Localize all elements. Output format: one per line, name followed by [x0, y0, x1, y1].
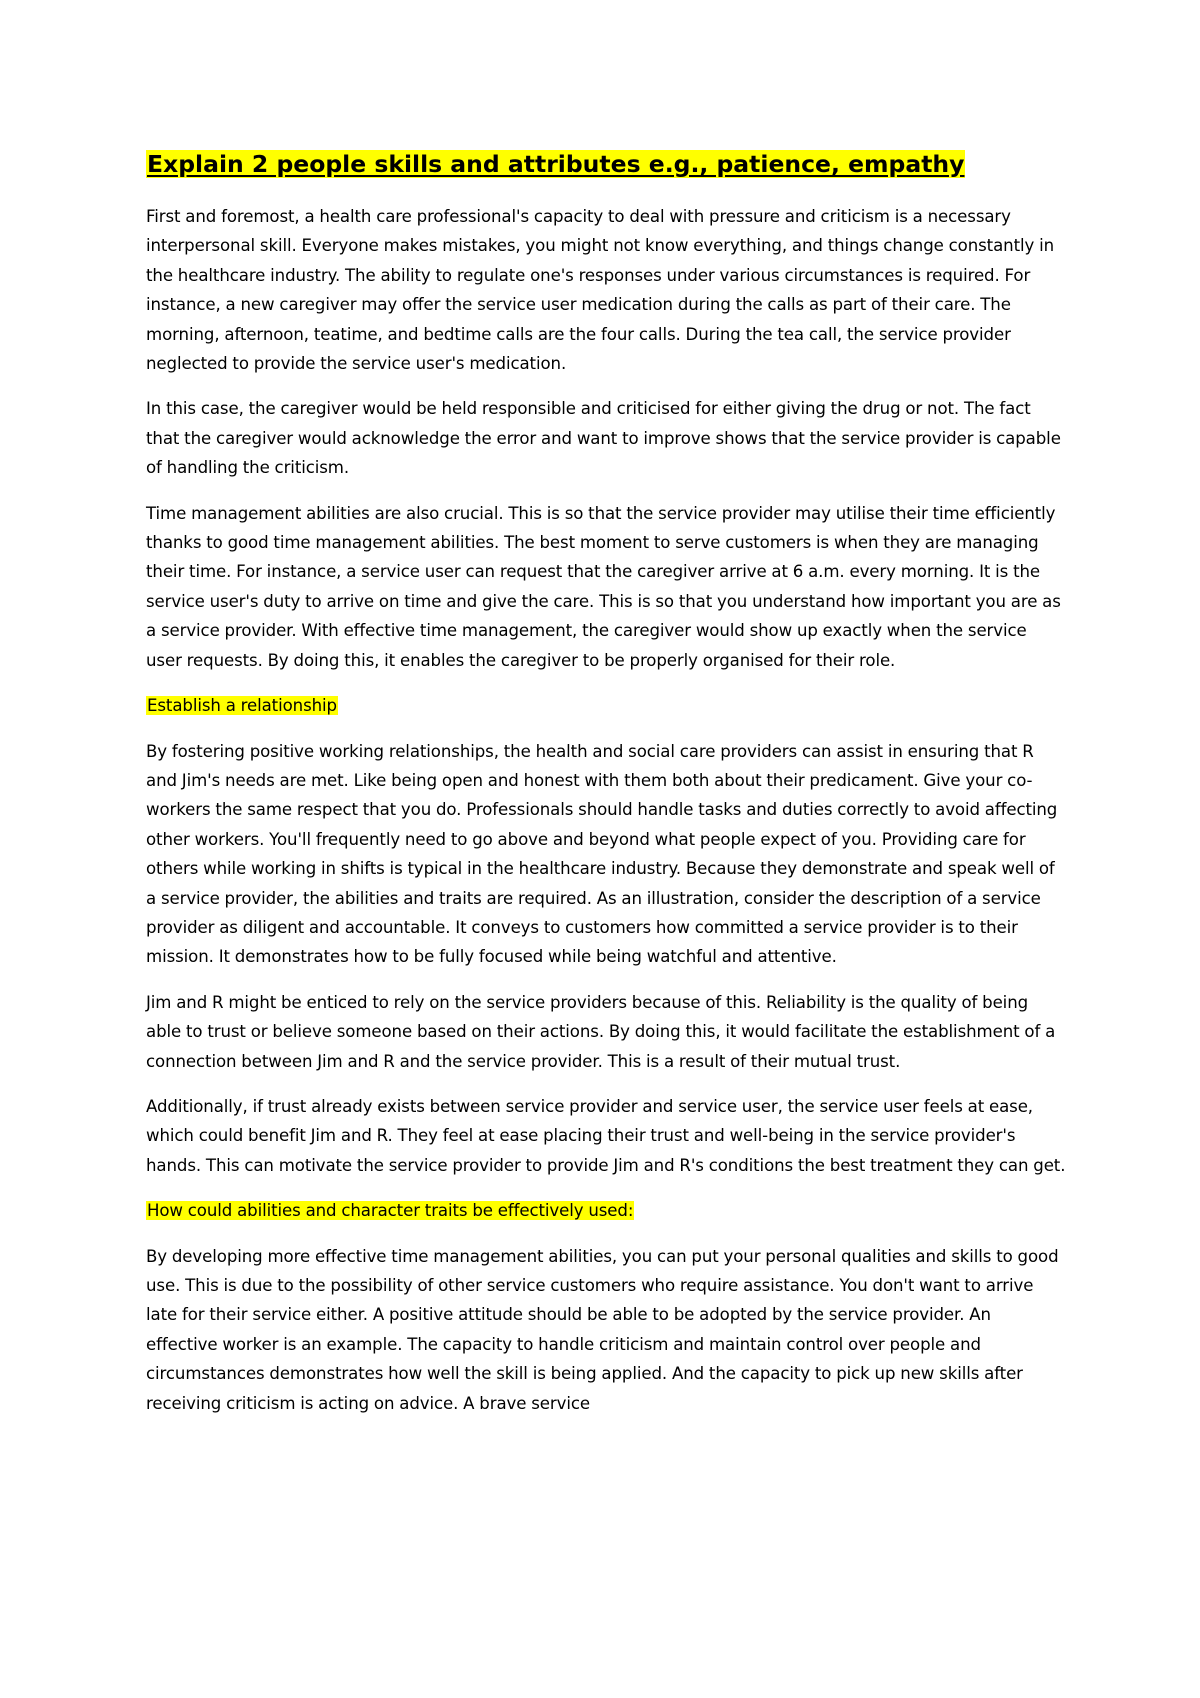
section-heading-abilities-used: [146, 1196, 1066, 1225]
document-title-text: Explain 2 people skills and attributes e.g., patience, empathy: [147, 150, 965, 178]
paragraph-working-relationships: By fostering positive working relationships, the health and social care providers can assist in ensuring that R and Jim's needs are met. Like being open and honest with them both about their predicament. Give your co-workers the same respect that you do. Professionals should handle tasks and duties correctly to avoid affecting other workers. You'll frequently need to go above and beyond what people expect of you. Providing care for others while working in shifts is typical in the healthcare industry. Because they demonstrate and speak well of a service provider, the abilities and traits are required. As an illustration, consider the description of a service provider as diligent and accountable. It conveys to customers how committed a service provider is to their mission. It demonstrates how to be fully focused while being watchful and attentive.: [146, 741, 1058, 967]
section-heading-establish-relationship: [146, 691, 1066, 720]
paragraph-effective-use: By developing more effective time management abilities, you can put your personal qualities and skills to good use. This is due to the possibility of other service customers who require assistance. You don't want to arrive late for their service either. A positive attitude should be able to be adopted by the service provider. An effective worker is an example. The capacity to handle criticism and maintain control over people and circumstances demonstrates how well the skill is being applied. And the capacity to pick up new skills after receiving criticism is acting on advice. A brave service: [146, 1246, 1059, 1413]
section-heading-abilities-used-text: How could abilities and character traits be effectively used:: [147, 1201, 634, 1221]
document-title: [146, 148, 1066, 180]
paragraph-handling-criticism: In this case, the caregiver would be held responsible and criticised for either giving the drug or not. The fact that the caregiver would acknowledge the error and want to improve shows that the service provider is capable of handling the criticism.: [146, 399, 1061, 478]
section-heading-establish-relationship-text: Establish a relationship: [147, 696, 337, 716]
paragraph-time-management: Time management abilities are also crucial. This is so that the service provider may utilise their time efficiently thanks to good time management abilities. The best moment to serve customers is when they are managing their time. For instance, a service user can request that the caregiver arrive at 6 a.m. every morning. It is the service user's duty to arrive on time and give the care. This is so that you understand how important you are as a service provider. With effective time management, the caregiver would show up exactly when the service user requests. By doing this, it enables the caregiver to be properly organised for their role.: [146, 503, 1061, 670]
document-body: [146, 148, 1066, 1434]
paragraph-trust: Additionally, if trust already exists between service provider and service user, the service user feels at ease, which could benefit Jim and R. They feel at ease placing their trust and well-being in the service provider's hands. This can motivate the service provider to provide Jim and R's conditions the best treatment they can get.: [146, 1096, 1066, 1175]
paragraph-pressure-criticism: First and foremost, a health care professional's capacity to deal with pressure and criticism is a necessary interpersonal skill. Everyone makes mistakes, you might not know everything, and things change constantly in the healthcare industry. The ability to regulate one's responses under various circumstances is required. For instance, a new caregiver may offer the service user medication during the calls as part of their care. The morning, afternoon, teatime, and bedtime calls are the four calls. During the tea call, the service provider neglected to provide the service user's medication.: [146, 207, 1055, 374]
paragraph-reliability: Jim and R might be enticed to rely on the service providers because of this. Reliability is the quality of being able to trust or believe someone based on their actions. By doing this, it would facilitate the establishment of a connection between Jim and R and the service provider. This is a result of their mutual trust.: [146, 992, 1056, 1071]
